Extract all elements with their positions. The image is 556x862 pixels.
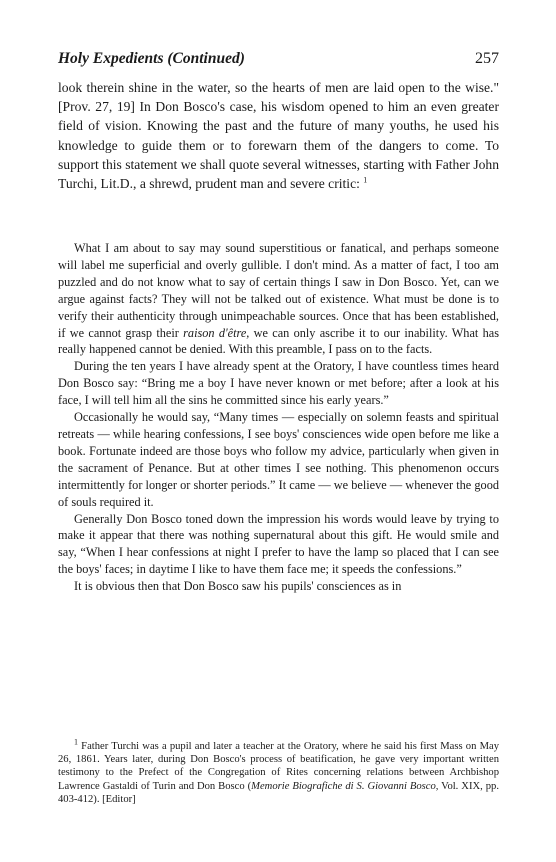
footnote-mark: 1 [74,737,78,747]
footnote-text: Vol. XIX, pp. 403-412). [Editor] [58,780,499,805]
footnote-reference: 1 [363,175,368,185]
footnote-italic-title: Memorie Biografiche di S. Giovanni Bosco, [251,780,439,792]
quote-paragraph: Occasionally he would say, “Many times — especially on solemn feasts and spiritual retreats — while hearing confessions, I see boys' consciences wide open before me like a book. Fortunate indeed are those boys who follow my advice, particularly when given in the sacrament of Penance. But at other times I see nothing. This phenomenon occurs intermittently for longer or shorter periods.” It came — we believe — whenever the good of souls required it. [58,410,499,509]
running-header [58,50,499,68]
running-title: Holy Expedients (Continued) [58,50,245,67]
block-quote [58,240,499,595]
quote-text: What I am about to say may sound superstitious or fanatical, and perhaps someone will label me superficial and overly gullible. I don't mind. As a matter of fact, I too am puzzled and do not know what to say of certain things I saw in Don Bosco. Yet, can we argue against facts? They will not be talked out of existence. What must be done is to verify their authenticity through unimpeachable sources. Once that has been established, if we cannot grasp their [58,241,499,340]
footnote [58,737,499,806]
quote-paragraph: It is obvious then that Don Bosco saw his pupils' consciences as in [74,579,402,594]
quote-paragraph: During the ten years I have already spent at the Oratory, I have countless times heard Don Bosco say: “Bring me a boy I have never known or met before; after a look at his face, I will tell him all the sins he committed since his early years.” [58,359,499,408]
footnote-text: Father Turchi was a pupil and later a teacher at the Oratory, where he said his first Mass on May 26, 1861. Years later, during Don Bosco's process of beatification, he gave very important written testimony to the Prefect of the Congregation of Rites concerning relations between Archbishop Lawrence Gastaldi of Turin and Don Bosco ( [58,741,499,792]
intro-paragraph [58,78,499,193]
quote-paragraph [58,240,499,358]
quote-italic-phrase: raison d'être, [183,325,250,340]
quote-paragraph: Generally Don Bosco toned down the impression his words would leave by trying to make it appear that there was nothing supernatural about this gift. He would smile and say, “When I hear confessions at night I prefer to have the lamp so placed that I can see the boys' faces; in daytime I like to have them face me; it speeds the confessions.” [58,511,499,577]
page-number: 257 [475,50,499,67]
quote-text: we can only ascribe it to our inability. What has really happened cannot be denied. With this preamble, I pass on to the facts. [58,325,499,357]
intro-text: look therein shine in the water, so the hearts of men are laid open to the wise." [Prov. 27, 19] In Don Bosco's case, his wisdom opened to him an even greater field of vision. Knowing the past and the future of many youths, he used his knowledge to guide them or to forewarn them of the dangers to come. To support this statement we shall quote several witnesses, starting with Father John Turchi, Lit.D., a shrewd, prudent man and severe critic: [58,80,499,192]
